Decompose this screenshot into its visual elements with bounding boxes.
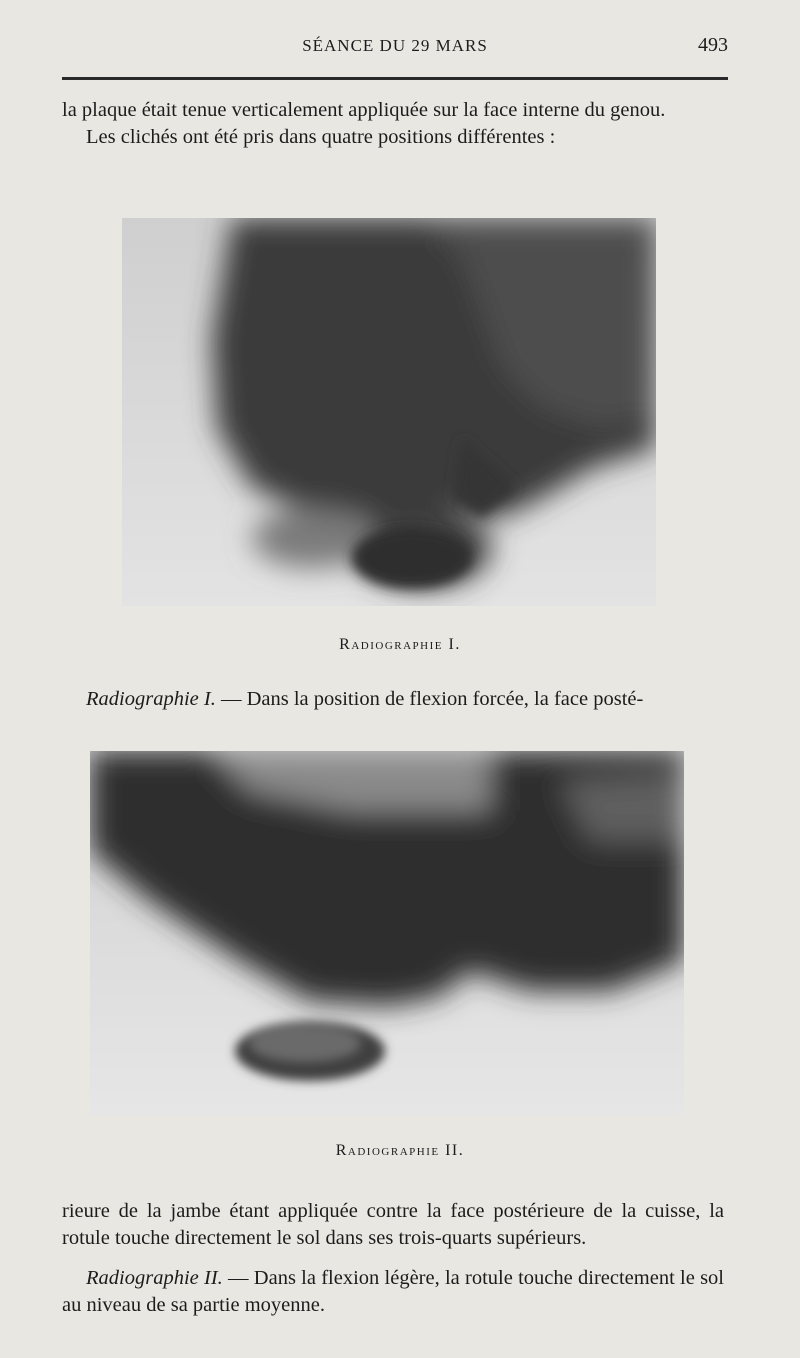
intro-text	[62, 97, 724, 151]
figure-caption-1: Radiographie I.	[339, 636, 461, 653]
radiograph-1-image	[122, 218, 656, 606]
running-head	[62, 34, 728, 62]
paragraph-positions: Les clichés ont été pris dans quatre positions différentes :	[86, 126, 556, 148]
paragraph-continuation: la plaque était tenue verticalement appliquée sur la face interne du genou.	[62, 99, 666, 121]
page-number: 493	[698, 34, 728, 56]
radiograph-1-label: Radiographie I.	[86, 688, 216, 710]
running-title: SÉANCE DU 29 MARS	[302, 36, 488, 55]
figure-caption-2: Radiographie II.	[335, 1142, 465, 1159]
description-radiograph-1-continued	[62, 1198, 724, 1252]
radiograph-1-text: — Dans la position de flexion forcée, la face posté-	[215, 688, 644, 710]
header-rule	[62, 77, 728, 80]
paragraph-radiograph-1-end: rieure de la jambe étant appliquée contre la face postérieure de la cuisse, la rotule touche directement le sol dans ses trois-quarts supérieurs.	[62, 1200, 724, 1249]
description-radiograph-1	[62, 686, 724, 713]
radiograph-2-text: — Dans la flexion légère, la rotule touche directement le sol au niveau de sa partie moyenne.	[62, 1267, 724, 1316]
radiograph-2-image	[90, 751, 684, 1115]
description-radiograph-2	[62, 1265, 724, 1319]
radiograph-2-label: Radiographie II.	[86, 1267, 223, 1289]
